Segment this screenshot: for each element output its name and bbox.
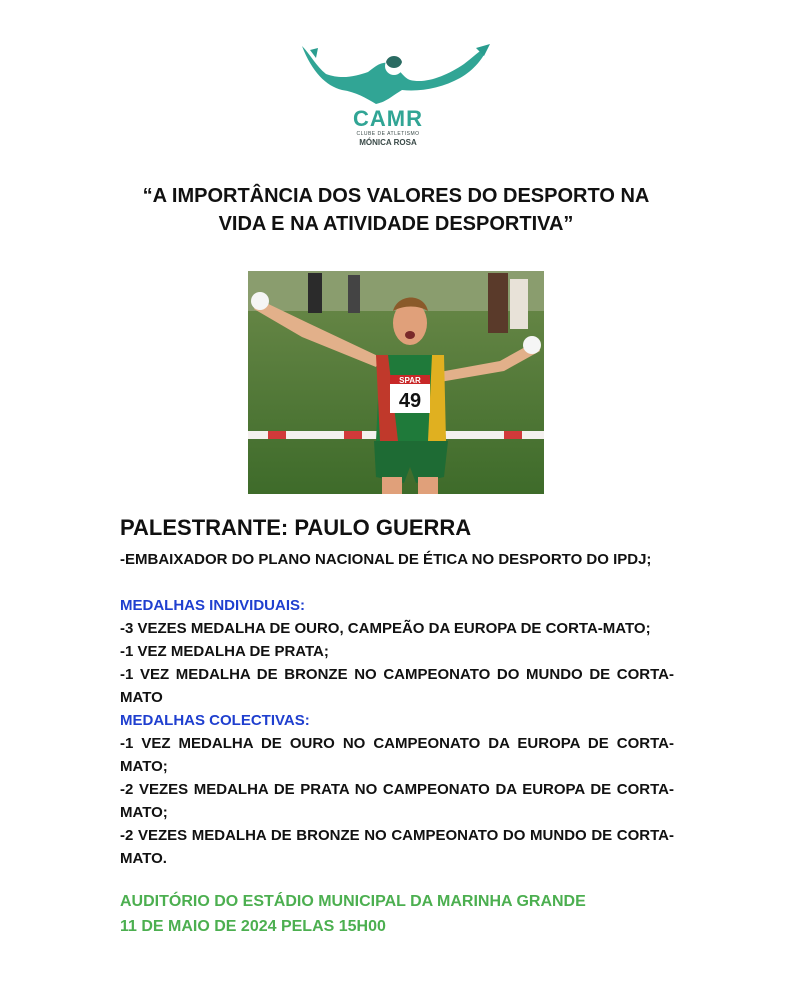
individual-medals-heading: MEDALHAS INDIVIDUAIS:	[120, 597, 306, 614]
runner-finish-illustration	[248, 271, 544, 494]
logo-subtitle-small: CLUBE DE ATLETISMO	[356, 131, 420, 137]
venue-location: AUDITÓRIO DO ESTÁDIO MUNICIPAL DA MARINHA GRANDE	[120, 893, 586, 910]
speaker-heading: PALESTRANTE: PAULO GUERRA	[120, 515, 472, 540]
team-medals-heading: MEDALHAS COLECTIVAS:	[120, 712, 310, 729]
bib-sponsor: SPAR	[399, 376, 421, 385]
event-title-line-2: VIDA E NA ATIVIDADE DESPORTIVA”	[218, 213, 574, 235]
venue-datetime: 11 DE MAIO DE 2024 PELAS 15H00	[120, 918, 386, 935]
list-item: -2 VEZES MEDALHA DE PRATA NO CAMPEONATO DA EUROPA DE CORTA-MATO;	[120, 781, 674, 821]
team-medals-list	[120, 732, 674, 870]
list-item: -1 VEZ MEDALHA DE OURO NO CAMPEONATO DA EUROPA DE CORTA-MATO;	[120, 735, 674, 775]
logo-subtitle-name: MÓNICA ROSA	[359, 138, 417, 147]
event-title-line-1: “A IMPORTÂNCIA DOS VALORES DO DESPORTO NA	[142, 185, 650, 207]
logo-acronym: CAMR	[353, 106, 423, 131]
list-item: -1 VEZ MEDALHA DE BRONZE NO CAMPEONATO DO MUNDO DE CORTA-MATO	[120, 666, 674, 706]
individual-medals-list	[120, 617, 674, 709]
event-title	[100, 182, 692, 238]
list-item: -1 VEZ MEDALHA DE PRATA;	[120, 643, 329, 660]
list-item: -2 VEZES MEDALHA DE BRONZE NO CAMPEONATO DO MUNDO DE CORTA-MATO.	[120, 827, 674, 867]
club-logo	[296, 40, 496, 152]
speaker-role: -EMBAIXADOR DO PLANO NACIONAL DE ÉTICA NO DESPORTO DO IPDJ;	[120, 551, 652, 568]
venue-info	[120, 889, 720, 939]
runner-silhouette-icon	[296, 40, 496, 110]
list-item: -3 VEZES MEDALHA DE OURO, CAMPEÃO DA EUROPA DE CORTA-MATO;	[120, 620, 651, 637]
bib-number: 49	[398, 390, 422, 412]
athlete-photo	[248, 271, 544, 494]
